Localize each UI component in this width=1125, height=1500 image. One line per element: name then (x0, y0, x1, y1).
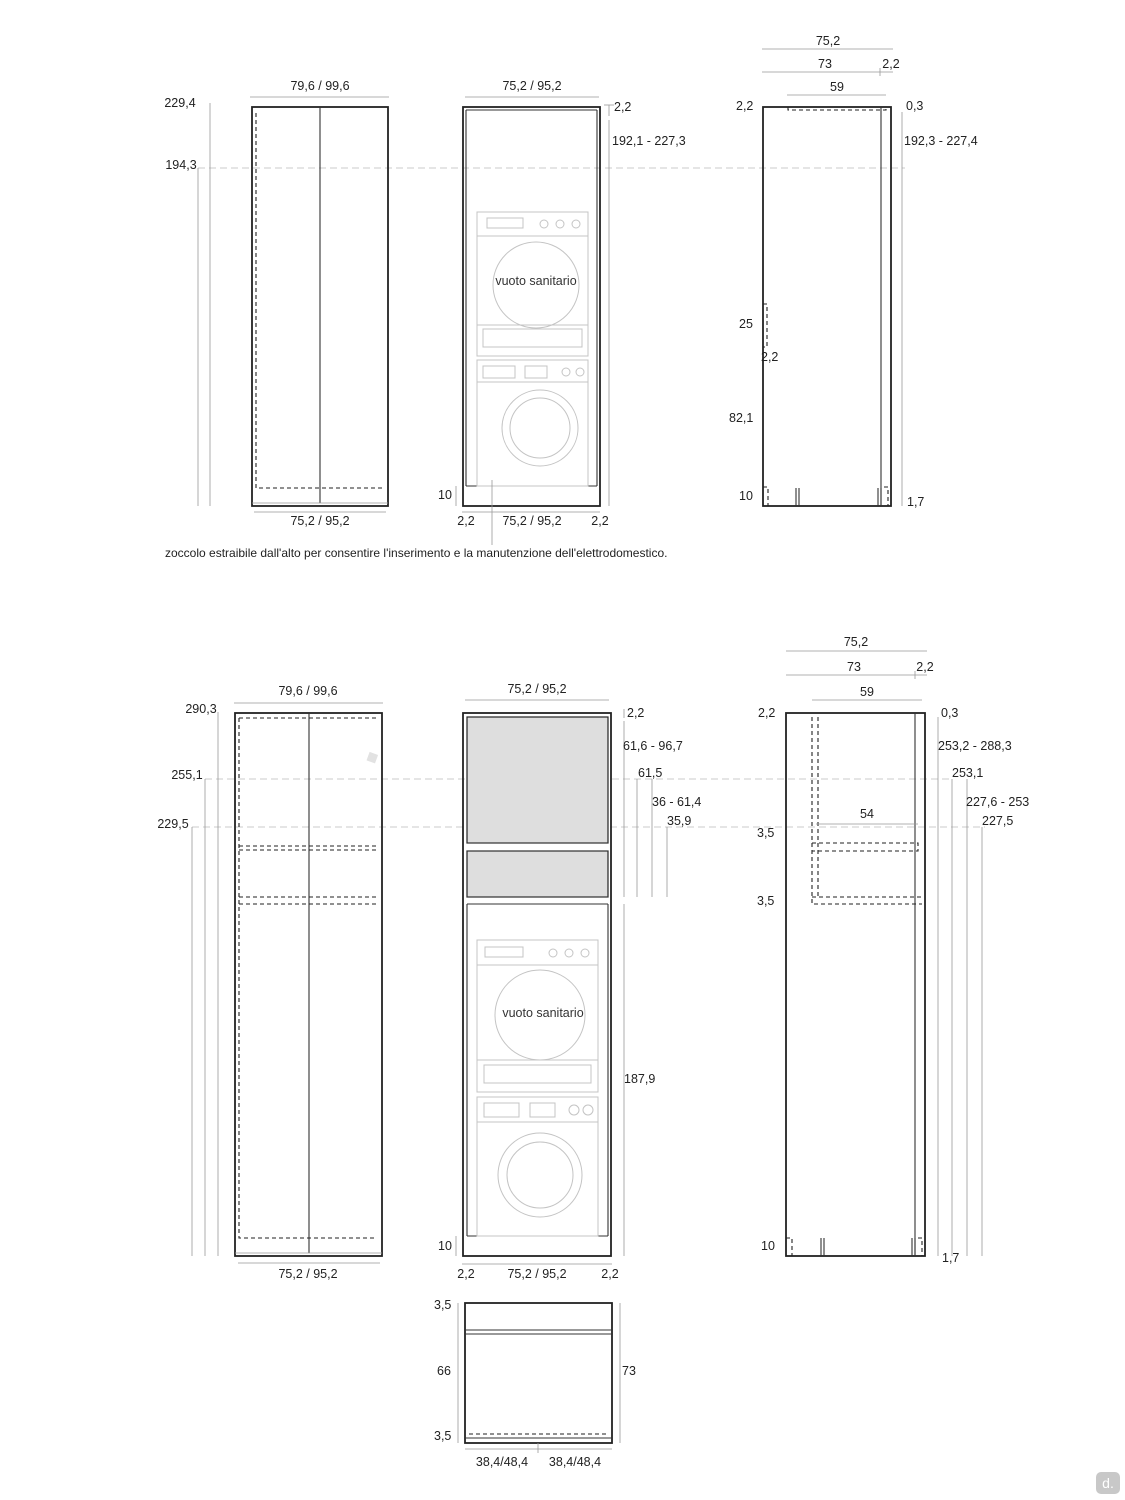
dim-label: 75,2 / 95,2 (278, 1267, 338, 1281)
dim-label: 61,5 (638, 766, 663, 780)
dim-label: 75,2 / 95,2 (290, 514, 350, 528)
appliance-label: vuoto sanitario (502, 1006, 584, 1020)
plinth-note: zoccolo estraibile dall'alto per consentire l'inserimento e la manutenzione dell'elettrodomestico. (165, 546, 668, 560)
top-side-view (729, 34, 978, 509)
dim-label: 2,2 (457, 514, 475, 528)
plinth-plan-view (434, 1298, 636, 1469)
dim-label: 2,2 (916, 660, 934, 674)
dim-label: 3,5 (434, 1298, 452, 1312)
dim-label: 0,3 (906, 99, 924, 113)
dim-label: 2,2 (601, 1267, 619, 1281)
dim-label: 2,2 (457, 1267, 475, 1281)
dim-label: 2,2 (761, 350, 779, 364)
dim-label: 290,3 (185, 702, 217, 716)
dim-label: 2,2 (736, 99, 754, 113)
dim-label: 35,9 (667, 814, 692, 828)
dim-label: 3,5 (434, 1429, 452, 1443)
brand-logo: d. (1096, 1472, 1120, 1494)
dim-label: 192,3 - 227,4 (904, 134, 978, 148)
dim-label: 3,5 (757, 826, 775, 840)
dim-label: 253,2 - 288,3 (938, 739, 1012, 753)
dim-label: 38,4/48,4 (475, 1455, 529, 1469)
dim-label: 10 (438, 1239, 452, 1253)
dim-label: 10 (761, 1239, 775, 1253)
dim-label: 59 (860, 685, 874, 699)
bottom-front-view (157, 684, 383, 1281)
dim-label: 25 (739, 317, 753, 331)
dim-label: 187,9 (624, 1072, 656, 1086)
dim-label: 0,3 (941, 706, 959, 720)
dim-label: 192,1 - 227,3 (612, 134, 686, 148)
dim-label: 255,1 (171, 768, 203, 782)
dim-label: 75,2 / 95,2 (502, 79, 562, 93)
dim-label: 73 (622, 1364, 636, 1378)
dim-label: 10 (739, 489, 753, 503)
dim-label: 75,2 / 95,2 (502, 514, 562, 528)
washer-outline (477, 1097, 598, 1236)
dim-label: 66 (437, 1364, 451, 1378)
dim-label: 253,1 (952, 766, 984, 780)
washer-outline (477, 360, 588, 486)
dim-label: 227,5 (982, 814, 1014, 828)
dim-label: 38,4/48,4 (548, 1455, 602, 1469)
dim-label: 75,2 / 95,2 (507, 1267, 567, 1281)
bottom-side-view (757, 635, 1029, 1265)
top-open-view (438, 79, 686, 545)
dim-label: 227,6 - 253 (966, 795, 1030, 809)
top-front-view (164, 79, 389, 528)
dim-label: 75,2 / 95,2 (507, 682, 567, 696)
upper-compartment (467, 717, 608, 843)
dim-label: 2,2 (627, 706, 645, 720)
dim-label: 54 (860, 807, 874, 821)
dim-label: 229,4 (164, 96, 196, 110)
dim-label: 79,6 / 99,6 (290, 79, 350, 93)
dim-label: 73 (818, 57, 832, 71)
appliance-label: vuoto sanitario (495, 274, 577, 288)
dim-label: 2,2 (758, 706, 776, 720)
dim-label: 1,7 (942, 1251, 960, 1265)
dim-label: 82,1 (729, 411, 754, 425)
dim-label: 2,2 (882, 57, 900, 71)
dim-label: 79,6 / 99,6 (278, 684, 338, 698)
dim-label: 2,2 (614, 100, 632, 114)
dim-label: 194,3 (165, 158, 197, 172)
bottom-open-view (438, 682, 701, 1281)
dim-label: 73 (847, 660, 861, 674)
dim-label: 10 (438, 488, 452, 502)
dim-label: 61,6 - 96,7 (623, 739, 683, 753)
middle-compartment (467, 851, 608, 897)
dim-label: 3,5 (757, 894, 775, 908)
dim-label: 59 (830, 80, 844, 94)
dim-label: 229,5 (157, 817, 189, 831)
dim-label: 1,7 (907, 495, 925, 509)
dim-label: 75,2 (843, 635, 869, 649)
dim-label: 2,2 (591, 514, 609, 528)
dim-label: 36 - 61,4 (652, 795, 702, 809)
dim-label: 75,2 (815, 34, 841, 48)
